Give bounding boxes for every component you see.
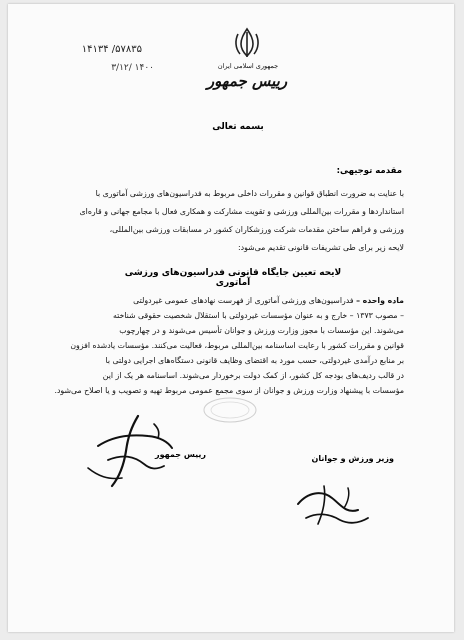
preface-line: ورزشی و فراهم ساختن مقدمات شرکت ورزشکاران کشور در مسابقات ورزشی بین‌المللی، <box>109 225 404 234</box>
article-line-text: فدراسیون‌های ورزشی آماتوری از فهرست نهادهای عمومی غیردولتی <box>133 296 354 305</box>
article-line <box>54 293 404 308</box>
article-body <box>54 293 404 398</box>
letter-number: ۵۷۸۳۵/ ۱۴۱۳۴ <box>81 44 142 55</box>
article-line: بر منابع درآمدی غیردولتی، حسب مورد به اقتضای وظایف قانونی دستگاه‌های اجرایی دولتی با <box>105 356 404 365</box>
preface-line: لایحه زیر برای طی تشریفات قانونی تقدیم می‌شود: <box>238 243 404 252</box>
preface-title: مقدمه توجیهی: <box>336 166 402 176</box>
iran-emblem-icon <box>230 26 264 60</box>
letter-date: ۱۴۰۰ /۳/۱۲ <box>111 63 154 73</box>
article-line: – مصوب ۱۳۷۳ – خارج و به عنوان مؤسسات غیردولتی با استقلال شخصیت حقوقی شناخته <box>112 311 404 320</box>
article-line: مؤسسات با پیشنهاد وزارت ورزش و جوانان از سوی مجمع عمومی مربوط تهیه و تصویب و یا اصلاح می‌شود. <box>54 386 404 395</box>
basmala: بسمه تعالی <box>212 122 264 132</box>
president-signature-title: رییس جمهور <box>155 450 206 459</box>
minister-signature-icon <box>288 474 378 534</box>
article-lead: ماده واحده – <box>356 296 404 305</box>
article-line: می‌شوند. این مؤسسات با مجوز وزارت ورزش و جوانان تأسیس می‌شوند و در چهارچوب <box>119 326 404 335</box>
minister-signature-title: وزیر ورزش و جوانان <box>311 454 394 463</box>
faded-stamp-icon <box>202 396 258 424</box>
office-title: رییس جمهور <box>206 72 288 90</box>
preface-line: با عنایت به ضرورت انطباق قوانین و مقررات داخلی مربوط به فدراسیون‌های ورزشی آماتوری با <box>95 189 404 198</box>
preface-body <box>54 185 404 257</box>
document-page <box>8 4 454 632</box>
article-line: قوانین و مقررات کشور با رعایت اساسنامه بین‌المللی مربوط، فعالیت می‌کنند. مؤسسات یادشده افزون <box>70 341 404 350</box>
article-line: در قالب ردیف‌های بودجه کل کشور، از کمک دولت برخوردار می‌شوند. اساسنامه هر یک از این <box>102 371 404 380</box>
preface-line: استانداردها و مقررات بین‌المللی ورزشی و تقویت مشارکت و همکاری فعال با مجامع جهانی و قاره‌ای <box>79 207 404 216</box>
government-name: جمهوری اسلامی ایران <box>217 62 279 70</box>
bill-title: لایحه تعیین جایگاه قانونی فدراسیون‌های ورزشی آماتوری <box>124 268 342 288</box>
